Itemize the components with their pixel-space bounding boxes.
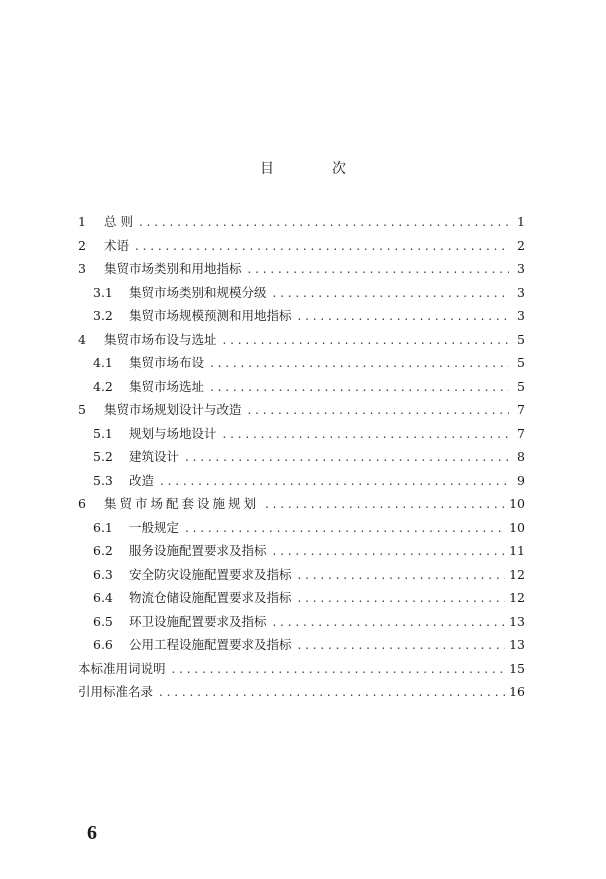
toc-entry[interactable] — [78, 377, 525, 401]
toc-entry-page: 13 — [509, 613, 525, 629]
toc-entry-page: 3 — [517, 284, 525, 300]
toc-leader-dots — [248, 403, 509, 417]
toc-entry-page: 16 — [509, 684, 525, 699]
toc-entry[interactable] — [78, 306, 525, 330]
toc-entry-page: 3 — [517, 308, 525, 323]
toc-entry-label: 服务设施配置要求及指标 — [129, 543, 267, 558]
toc-leader-dots — [139, 215, 509, 229]
toc-leader-dots — [223, 333, 509, 347]
toc-entry-number: 6.1 — [93, 519, 113, 535]
toc-entry-page: 2 — [517, 237, 525, 253]
toc-entry-label: 本标准用词说明 — [78, 660, 166, 676]
toc-entry-page: 10 — [509, 519, 525, 535]
toc-entry-label: 建筑设计 — [129, 449, 180, 464]
toc-entry-label: 规划与场地设计 — [129, 425, 217, 441]
toc-entry-number: 2 — [78, 237, 86, 253]
toc-entry-page: 9 — [517, 472, 525, 488]
toc-entry-label: 集贸市场选址 — [129, 378, 205, 394]
toc-entry-page: 3 — [517, 261, 525, 276]
toc-leader-dots — [210, 380, 509, 394]
toc-entry-label: 集贸市场规模预测和用地指标 — [129, 308, 292, 323]
toc-entry-label: 集贸市场布设 — [129, 355, 205, 370]
toc-entry-page: 11 — [509, 543, 525, 558]
toc-leader-dots — [172, 662, 506, 676]
toc-entry[interactable] — [78, 236, 525, 260]
toc-entry-number: 6.4 — [93, 590, 113, 605]
toc-entry-label: 集贸市场类别和规模分级 — [129, 284, 267, 300]
toc-leader-dots — [223, 427, 509, 441]
toc-entry-page: 7 — [517, 402, 525, 417]
toc-entry[interactable] — [78, 612, 525, 636]
toc-entry[interactable] — [78, 518, 525, 542]
toc-entry-label: 术语 — [104, 237, 130, 253]
page-number: 6 — [87, 822, 97, 844]
toc-entry[interactable] — [78, 541, 525, 565]
toc-entry-number: 4.1 — [93, 355, 113, 370]
toc-entry-number: 6.5 — [93, 613, 113, 629]
toc-leader-dots — [135, 239, 509, 253]
toc-entry-number: 6.6 — [93, 637, 113, 652]
toc-entry-number: 5.2 — [93, 449, 113, 464]
toc-leader-dots — [298, 568, 506, 582]
toc-entry-page: 12 — [509, 590, 525, 605]
toc-entry[interactable] — [78, 424, 525, 448]
toc-entry-label: 公用工程设施配置要求及指标 — [129, 637, 292, 652]
toc-entry-label: 一般规定 — [129, 519, 180, 535]
toc-entry-page: 5 — [517, 378, 525, 394]
toc-leader-dots — [298, 309, 509, 323]
toc-entry-label: 集贸市场规划设计与改造 — [104, 402, 242, 417]
toc-title — [0, 158, 606, 178]
toc-entry[interactable] — [78, 353, 525, 377]
toc-entry-label: 环卫设施配置要求及指标 — [129, 613, 267, 629]
toc-leader-dots — [210, 356, 509, 370]
toc-entry-number: 3.2 — [93, 308, 113, 323]
toc-entry-page: 13 — [509, 637, 525, 652]
toc-leader-dots — [265, 497, 505, 511]
toc-entry-page: 8 — [517, 449, 525, 464]
toc-entry[interactable] — [78, 565, 525, 589]
toc-entry[interactable] — [78, 659, 525, 683]
toc-entry[interactable] — [78, 212, 525, 236]
toc-entry[interactable] — [78, 283, 525, 307]
toc-entry-number: 5 — [78, 402, 86, 417]
toc-entry-page: 5 — [517, 355, 525, 370]
toc-entry-label: 物流仓储设施配置要求及指标 — [129, 590, 292, 605]
toc-entry-number: 6 — [78, 496, 86, 511]
toc-entry[interactable] — [78, 259, 525, 283]
toc-entry[interactable] — [78, 330, 525, 354]
toc-entry-page: 15 — [509, 660, 525, 676]
toc-entry-label: 集贸市场类别和用地指标 — [104, 261, 242, 276]
toc-entry-number: 4 — [78, 331, 86, 347]
toc-leader-dots — [298, 638, 506, 652]
toc-entry-number: 5.1 — [93, 425, 113, 441]
toc-leader-dots — [298, 591, 506, 605]
toc-entry-number: 3.1 — [93, 284, 113, 300]
toc-entry-number: 5.3 — [93, 472, 113, 488]
toc-leader-dots — [273, 286, 509, 300]
toc-entry-page: 10 — [509, 496, 525, 511]
toc-entry[interactable] — [78, 447, 525, 471]
toc-entry-number: 3 — [78, 261, 86, 276]
toc-title-left: 目 — [260, 161, 274, 177]
toc-entry-number: 4.2 — [93, 378, 113, 394]
toc-leader-dots — [160, 474, 509, 488]
toc-entry[interactable] — [78, 635, 525, 659]
toc-entry[interactable] — [78, 588, 525, 612]
toc-entry-number: 1 — [78, 214, 86, 229]
toc-leader-dots — [273, 615, 506, 629]
toc-entry-number: 6.3 — [93, 566, 113, 582]
toc-entry-page: 7 — [517, 425, 525, 441]
toc-entry-label: 引用标准名录 — [78, 684, 154, 699]
toc-leader-dots — [273, 544, 506, 558]
toc-entry-number: 6.2 — [93, 543, 113, 558]
toc-entry[interactable] — [78, 400, 525, 424]
toc-entry-label: 总 则 — [104, 214, 133, 229]
toc-entry-label: 改造 — [129, 472, 155, 488]
toc-entry-page: 12 — [509, 566, 525, 582]
toc-entry[interactable] — [78, 682, 525, 706]
toc-leader-dots — [185, 450, 509, 464]
toc-entry[interactable] — [78, 494, 525, 518]
toc-title-right: 次 — [332, 161, 346, 177]
toc-entry-label: 集贸市场布设与选址 — [104, 331, 217, 347]
toc-entry-page: 5 — [517, 331, 525, 347]
toc-leader-dots — [159, 685, 505, 699]
table-of-contents — [78, 212, 525, 706]
toc-leader-dots — [248, 262, 509, 276]
toc-leader-dots — [185, 521, 505, 535]
toc-entry-label: 集贸市场配套设施规划 — [104, 496, 260, 511]
toc-entry[interactable] — [78, 471, 525, 495]
toc-entry-label: 安全防灾设施配置要求及指标 — [129, 566, 292, 582]
toc-entry-page: 1 — [517, 214, 525, 229]
